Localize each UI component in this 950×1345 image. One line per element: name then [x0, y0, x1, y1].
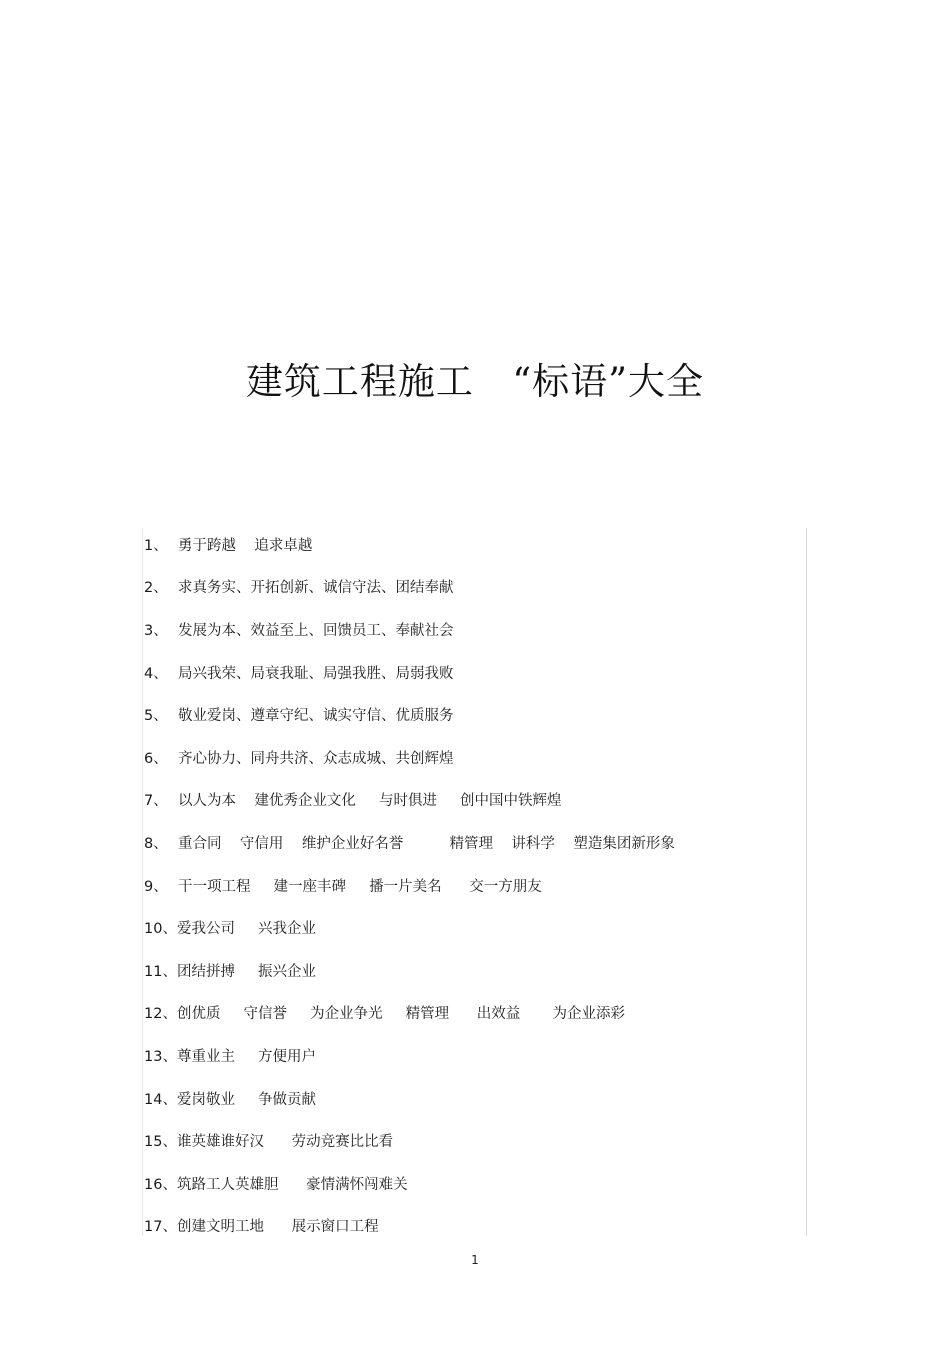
- item-text: 求真务实、开拓创新、诚信守法、团结奉献: [178, 580, 454, 597]
- item-text: 谁英雄谁好汉 劳动竞赛比比看: [177, 1134, 394, 1151]
- list-item: [144, 992, 675, 1035]
- list-item: [144, 821, 675, 864]
- item-number: 6、: [144, 750, 168, 767]
- left-border-line: [142, 528, 143, 1236]
- list-item: [144, 1162, 675, 1205]
- item-text: 发展为本、效益至上、回馈员工、奉献社会: [178, 622, 454, 639]
- item-text: 敬业爱岗、遵章守纪、诚实守信、优质服务: [178, 708, 454, 725]
- item-text: 干一项工程 建一座丰碑 播一片美名 交一方朋友: [178, 878, 542, 895]
- item-number: 8、: [144, 835, 168, 852]
- list-item: [144, 1119, 675, 1162]
- item-text: 以人为本 建优秀企业文化 与时俱进 创中国中铁辉煌: [178, 793, 562, 810]
- list-item: [144, 1205, 675, 1248]
- item-text: 尊重业主 方便用户: [177, 1048, 317, 1065]
- item-number: 16、: [144, 1176, 177, 1193]
- list-item: [144, 1077, 675, 1120]
- item-number: 11、: [144, 963, 177, 980]
- item-number: 2、: [144, 580, 168, 597]
- item-number: 4、: [144, 665, 168, 682]
- item-number: 9、: [144, 878, 168, 895]
- list-item: [144, 608, 675, 651]
- item-number: 3、: [144, 622, 168, 639]
- item-text: 重合同 守信用 维护企业好名誉 精管理 讲科学 塑造集团新形象: [178, 835, 675, 852]
- list-item: [144, 736, 675, 779]
- item-number: 7、: [144, 793, 168, 810]
- list-item: [144, 906, 675, 949]
- item-text: 创优质 守信誉 为企业争光 精管理 出效益 为企业添彩: [177, 1006, 626, 1023]
- item-number: 14、: [144, 1091, 177, 1108]
- item-number: 10、: [144, 921, 177, 938]
- right-border-line: [806, 528, 807, 1236]
- item-text: 团结拼搏 振兴企业: [177, 963, 317, 980]
- item-text: 爱岗敬业 争做贡献: [177, 1091, 317, 1108]
- list-item: [144, 693, 675, 736]
- item-number: 12、: [144, 1006, 177, 1023]
- list-item: [144, 566, 675, 609]
- slogan-list: [144, 523, 675, 1247]
- item-text: 勇于跨越 追求卓越: [178, 537, 313, 554]
- list-item: [144, 949, 675, 992]
- item-text: 齐心协力、同舟共济、众志成城、共创辉煌: [178, 750, 454, 767]
- item-number: 1、: [144, 537, 168, 554]
- item-text: 筑路工人英雄胆 豪情满怀闯难关: [177, 1176, 408, 1193]
- item-text: 爱我公司 兴我企业: [177, 921, 317, 938]
- list-item: [144, 864, 675, 907]
- item-text: 局兴我荣、局衰我耻、局强我胜、局弱我败: [178, 665, 454, 682]
- item-text: 创建文明工地 展示窗口工程: [177, 1219, 379, 1236]
- list-item: [144, 651, 675, 694]
- list-item: [144, 523, 675, 566]
- item-number: 13、: [144, 1048, 177, 1065]
- item-number: 5、: [144, 708, 168, 725]
- list-item: [144, 779, 675, 822]
- item-number: 15、: [144, 1134, 177, 1151]
- list-item: [144, 1034, 675, 1077]
- page-number: 1: [471, 1253, 479, 1267]
- item-number: 17、: [144, 1219, 177, 1236]
- document-title: 建筑工程施工 “标语”大全: [245, 360, 705, 403]
